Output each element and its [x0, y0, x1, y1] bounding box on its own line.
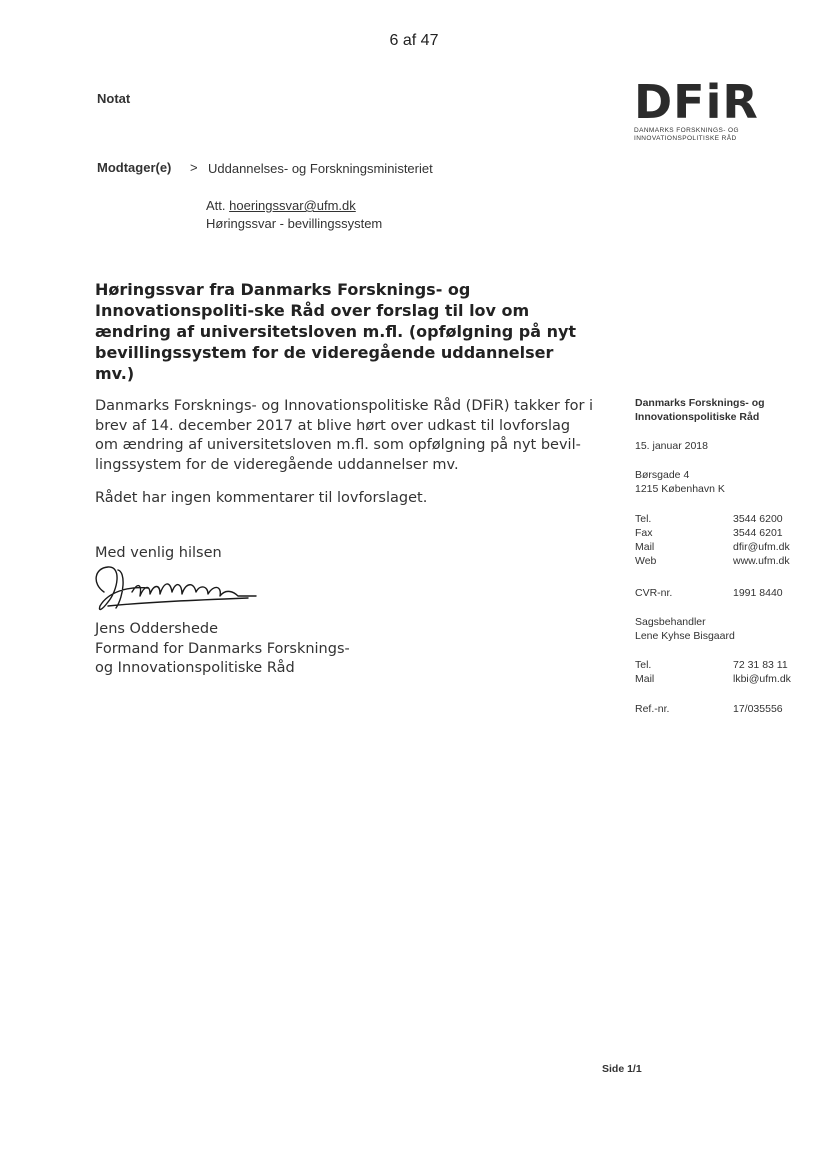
attention-block — [206, 197, 382, 233]
page-counter: 6 af 47 — [389, 32, 439, 49]
case-handler — [635, 615, 735, 643]
contact-list — [635, 512, 795, 568]
org-line-1: Danmarks Forsknings- og — [635, 397, 765, 409]
recipient-name: Uddannelses- og Forskningsministeriet — [208, 161, 433, 176]
logo-subtitle-1: DANMARKS FORSKNINGS- OG — [634, 127, 739, 134]
logo-subtitle-2: INNOVATIONSPOLITISKE RÅD — [634, 135, 737, 142]
contact-row-web: Web www.ufm.dk — [635, 555, 790, 567]
case-contact-tel: Tel. 72 31 83 11 — [635, 659, 788, 671]
letter-title: Høringssvar fra Danmarks Forsknings- og Innovationspoliti-ske Råd over forslag til lov om ændring af universitetsloven m.fl. (opfølgning på nyt bevillingssystem for de videregående uddannelser mv.) — [95, 280, 577, 383]
address-line-2: 1215 København K — [635, 483, 725, 495]
case-handler-label: Sagsbehandler — [635, 616, 706, 628]
handwritten-signature — [88, 562, 263, 629]
signer-title-2: og Innovationspolitiske Råd — [95, 660, 295, 676]
att-email-link[interactable]: hoeringssvar@ufm.dk — [229, 198, 356, 213]
greeting: Med venlig hilsen — [95, 545, 222, 561]
signer-name: Jens Oddershede — [95, 621, 219, 637]
letter-date: 15. januar 2018 — [635, 440, 708, 452]
body-paragraph-2: Rådet har ingen kommentarer til lovforslaget. — [95, 490, 428, 506]
body-paragraph-1: Danmarks Forsknings- og Innovationspolitiske Råd (DFiR) takker for i brev af 14. december 2017 at blive hørt over udkast til lovforslag om ændring af universitetsloven m.fl. som opfølgning på nyt bevil-lingssystem for de videregående uddannelser mv. — [95, 398, 594, 473]
page-side-label: Side 1/1 — [602, 1063, 642, 1075]
cvr-row: CVR-nr. 1991 8440 — [635, 587, 783, 599]
sidebar-address — [635, 468, 725, 496]
contact-row-fax: Fax 3544 6201 — [635, 527, 783, 539]
contact-row-tel: Tel. 3544 6200 — [635, 513, 783, 525]
logo-word: DFiR — [634, 75, 759, 129]
document-type: Notat — [97, 91, 131, 106]
case-contact-list — [635, 658, 795, 686]
address-line-1: Børsgade 4 — [635, 469, 690, 481]
att-prefix: Att. — [206, 198, 226, 213]
signer-title-1: Formand for Danmarks Forsknings- — [95, 640, 350, 657]
case-handler-name: Lene Kyhse Bisgaard — [635, 630, 735, 642]
dfir-logo — [634, 75, 764, 143]
case-contact-mail: Mail lkbi@ufm.dk — [635, 673, 791, 685]
subject-line: Høringssvar - bevillingssystem — [206, 216, 383, 231]
contact-row-mail: Mail dfir@ufm.dk — [635, 541, 790, 553]
recipient-label: Modtager(e) — [97, 160, 172, 175]
signer-block — [95, 620, 350, 679]
org-line-2: Innovationspolitiske Råd — [635, 411, 760, 423]
reference-row: Ref.-nr. 17/035556 — [635, 703, 783, 715]
recipient-arrow: > — [190, 160, 198, 175]
sidebar-organization — [635, 396, 765, 424]
